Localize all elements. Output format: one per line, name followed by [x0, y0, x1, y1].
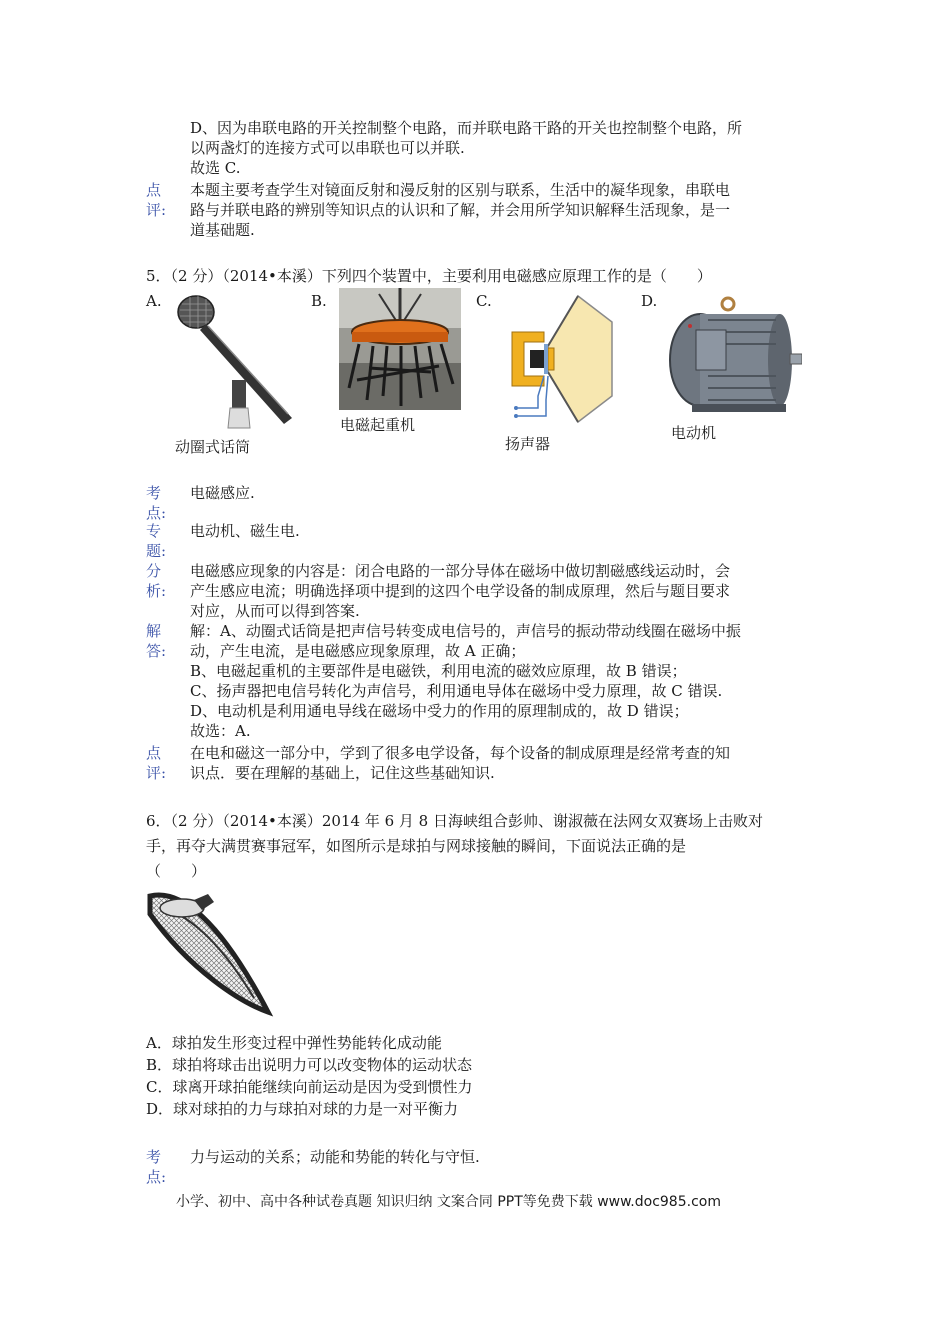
- q5-jieda-line: 动，产生电流，是电磁感应现象原理，故 A 正确；: [190, 642, 526, 660]
- q5-zhuanti-label: 专题:: [146, 522, 167, 560]
- q5-fenxi-line: 产生感应电流；明确选择项中提到的这四个电学设备的制成原理，然后与题目要求: [190, 582, 731, 600]
- q5-dianping-line: 在电和磁这一部分中，学到了很多电学设备，每个设备的制成原理是经常考查的知: [190, 744, 731, 762]
- q6-kaodian-label: 考点:: [146, 1148, 167, 1186]
- q6-kaodian: 力与运动的关系；动能和势能的转化与守恒.: [190, 1148, 480, 1166]
- prev-comment-line: 道基础题.: [190, 221, 255, 239]
- q5-jieda-line: C、扬声器把电信号转化为声信号，利用通电导体在磁场中受力原理，故 C 错误.: [190, 682, 723, 700]
- q5-caption-c: 扬声器: [505, 435, 551, 453]
- q5-fenxi-line: 电磁感应现象的内容是：闭合电路的一部分导体在磁场中做切割磁感线运动时，会: [190, 562, 731, 580]
- q6-option-b: B．球拍将球击出说明力可以改变物体的运动状态: [146, 1056, 473, 1074]
- q5-dianping-label: 点评:: [146, 744, 167, 782]
- prev-answer: 故选 C.: [190, 159, 241, 177]
- page-footer: 小学、初中、高中各种试卷真题 知识归纳 文案合同 PPT等免费下载 www.doc985.com: [176, 1194, 721, 1210]
- q5-dianping-line: 识点．要在理解的基础上，记住这些基础知识.: [190, 764, 495, 782]
- motor-image: [662, 296, 802, 418]
- q6-stem-line: （ ）: [146, 862, 207, 880]
- microphone-image: [172, 290, 302, 430]
- q5-option-d-letter: D.: [641, 292, 658, 310]
- q5-kaodian-label: 考点:: [146, 484, 167, 522]
- q5-option-c-letter: C.: [476, 292, 492, 310]
- q5-fenxi-line: 对应，从而可以得到答案.: [190, 602, 360, 620]
- speaker-image: [508, 292, 618, 426]
- q5-jieda-line: 故选：A.: [190, 722, 251, 740]
- crane-image: [339, 288, 461, 410]
- q6-stem-line: 手，再夺大满贯赛事冠军，如图所示是球拍与网球接触的瞬间，下面说法正确的是: [146, 837, 687, 855]
- q5-stem: 5．（2 分）（2014•本溪）下列四个装置中，主要利用电磁感应原理工作的是（ ）: [146, 267, 712, 285]
- q5-fenxi-label: 分析:: [146, 562, 167, 600]
- q5-jieda-line: 解：A、动圈式话筒是把声信号转变成电信号的，声信号的振动带动线圈在磁场中振: [190, 622, 741, 640]
- q5-caption-d: 电动机: [671, 424, 717, 442]
- q5-jieda-line: B、电磁起重机的主要部件是电磁铁，利用电流的磁效应原理，故 B 错误；: [190, 662, 687, 680]
- prev-option-d-line1: D、因为串联电路的开关控制整个电路，而并联电路干路的开关也控制整个电路，所: [190, 119, 743, 137]
- prev-comment-line: 本题主要考查学生对镜面反射和漫反射的区别与联系，生活中的凝华现象，串联电: [190, 181, 731, 199]
- q6-option-a: A．球拍发生形变过程中弹性势能转化成动能: [146, 1034, 442, 1052]
- q6-stem-line: 6．（2 分）（2014•本溪）2014 年 6 月 8 日海峡组合彭帅、谢淑薇在法网女双赛场上击败对: [146, 812, 763, 830]
- tennis-racket-image: [144, 888, 274, 1022]
- q5-option-a-letter: A.: [146, 292, 162, 310]
- q5-jieda-line: D、电动机是利用通电导线在磁场中受力的作用的原理制成的，故 D 错误；: [190, 702, 689, 720]
- prev-comment-label: 点评:: [146, 181, 167, 219]
- q5-option-b-letter: B.: [311, 292, 327, 310]
- prev-option-d-line2: 以两盏灯的连接方式可以串联也可以并联.: [190, 139, 465, 157]
- q5-zhuanti: 电动机、磁生电.: [190, 522, 300, 540]
- q5-caption-b: 电磁起重机: [340, 416, 416, 434]
- q5-caption-a: 动圈式话筒: [175, 438, 251, 456]
- q5-kaodian: 电磁感应.: [190, 484, 255, 502]
- prev-comment-line: 路与并联电路的辨别等知识点的认识和了解，并会用所学知识解释生活现象，是一: [190, 201, 731, 219]
- q6-option-d: D．球对球拍的力与球拍对球的力是一对平衡力: [146, 1100, 459, 1118]
- q5-jieda-label: 解答:: [146, 622, 167, 660]
- q6-option-c: C．球离开球拍能继续向前运动是因为受到惯性力: [146, 1078, 473, 1096]
